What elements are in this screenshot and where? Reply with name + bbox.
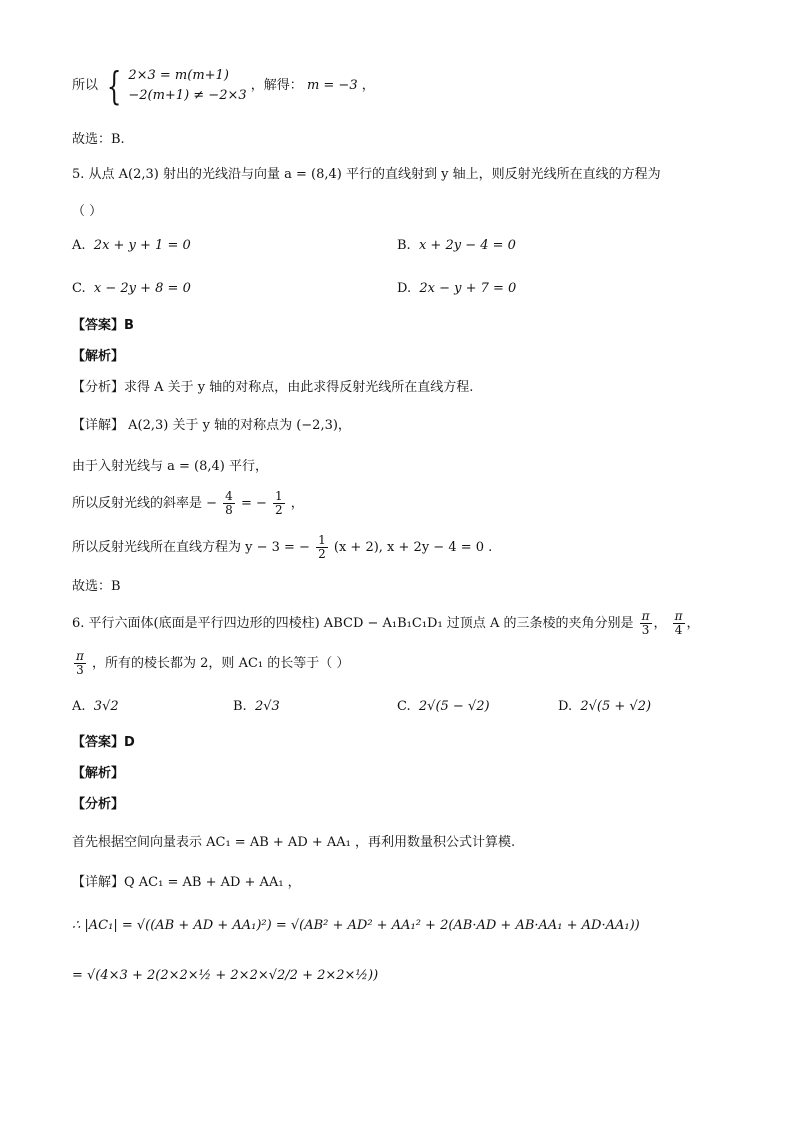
option-expr: 2√(5 + √2) [580,699,652,714]
fraction-denominator: 2 [318,547,326,562]
fraction-denominator: 3 [76,663,84,678]
q6-detail-2: ∴ |AC₁| = √((AB + AD + AA₁)²) = √(AB² + AD² + AA₁² + 2(AB·AD + AB·AA₁ + AD·AA₁)) [72,918,640,933]
option-expr: 3√2 [93,699,119,714]
q6-stem: 6. 平行六面体(底面是平行四边形的四棱柱) ABCD − A₁B₁C₁D₁ 过顶点 A 的三条棱的夹角分别是 $\frac{\pi}{3}$ ， $\frac{\pi}{4}$ ， [72,609,700,638]
option-expr: x − 2y + 8 = 0 [93,281,191,296]
q6-line2 [72,650,349,677]
option-label: A. [72,699,86,714]
q6-option-d [558,699,651,715]
q5-option-a [72,238,191,254]
equation-1: 2×3 = m(m+1) [128,68,229,83]
q5-answer: 【答案】B [72,318,134,333]
q6-text: 6. 平行六面体(底面是平行四边形的四棱柱) ABCD − A₁B₁C₁D₁ 过顶点 A 的三条棱的夹角分别是 [72,616,634,632]
fraction-numerator: π [76,649,84,663]
q5-option-b [397,238,516,254]
q6-detail-3: = √(4×3 + 2(2×2×½ + 2×2×√2/2 + 2×2×½)) [72,968,379,983]
fraction-numerator: π [641,609,650,623]
option-label: D. [558,699,573,714]
q5-paren: （ ） [72,204,103,219]
option-label: C. [397,699,411,714]
fraction-denominator: 8 [225,503,233,518]
equation-2: −2(m+1) ≠ −2×3 [128,87,247,103]
sys-mid: ，解得： [250,78,303,93]
q5-option-c [72,281,191,297]
fraction-denominator: 3 [641,623,650,638]
detail4-end: (x + 2), x + 2y − 4 = 0 . [333,540,493,556]
option-label: B. [233,699,247,714]
q6-line2-text: ，所有的棱长都为 2，则 AC₁ 的长等于（ ） [92,656,350,672]
detail3-end: ， [290,496,304,512]
q6-answer: 【答案】D [72,735,135,750]
fraction-denominator: 2 [275,503,283,518]
option-expr: 2√(5 − √2) [418,699,490,714]
fraction-4-8 [223,490,235,517]
detail4-prefix: 所以反射光线所在直线方程为 y − 3 = − [72,540,310,556]
q6-option-c [397,699,490,715]
sys-result: m = −3 [306,78,358,93]
option-label: D. [397,281,412,296]
q5-choose: 故选：B [72,579,121,594]
fraction-numerator: 1 [318,533,326,547]
detail3-prefix: 所以反射光线的斜率是 − [72,496,218,512]
sys-end: ， [361,78,375,93]
fraction-1-2 [273,490,285,517]
q6-fenxi-tag: 【分析】 [72,797,125,812]
q5-detail-4 [72,534,492,561]
option-expr: x + 2y − 4 = 0 [418,238,516,253]
option-label: B. [397,238,411,253]
fraction-1-2-b [316,534,328,561]
q5-option-d [397,281,516,297]
option-expr: 2x + y + 1 = 0 [93,238,191,253]
fraction-numerator: 4 [225,489,233,503]
fraction-numerator: π [674,609,683,623]
fraction-pi-4 [673,610,685,637]
detail3-mid: = − [240,496,267,512]
equation-system [102,63,247,108]
option-expr: 2x − y + 7 = 0 [419,281,517,296]
fraction-pi-3-b [74,650,86,677]
q6-option-a [72,699,119,715]
q6-analysis-tag: 【解析】 [72,766,125,781]
q5-detail-3 [72,490,304,517]
left-brace-icon: { [106,63,122,108]
fraction-numerator: 1 [275,489,283,503]
q6-detail-1: 【详解】Q AC₁ = AB + AD + AA₁ ， [72,875,301,890]
q5-detail-2: 由于入射光线与 a = (8,4) 平行， [72,459,268,474]
fraction-denominator: 4 [674,623,683,638]
q6-fenxi: 首先根据空间向量表示 AC₁ = AB + AD + AA₁ ，再利用数量积公式计算模. [72,835,516,850]
option-label: A. [72,238,86,253]
q5-analysis-tag: 【解析】 [72,349,125,364]
q5-fenxi: 【分析】求得 A 关于 y 轴的对称点，由此求得反射光线所在直线方程. [72,380,474,395]
sys-prefix: 所以 [72,78,99,93]
q6-option-b [233,699,280,715]
fraction-pi-3 [640,610,652,637]
system-of-equations-line [72,63,375,108]
option-expr: 2√3 [254,699,280,714]
option-label: C. [72,281,86,296]
q5-stem: 5. 从点 A(2,3) 射出的光线沿与向量 a = (8,4) 平行的直线射到 y 轴上，则反射光线所在直线的方程为 [72,167,661,182]
choose-b-1: 故选：B. [72,132,125,147]
q5-detail-1: 【详解】 A(2,3) 关于 y 轴的对称点为 (−2,3)， [72,418,351,433]
